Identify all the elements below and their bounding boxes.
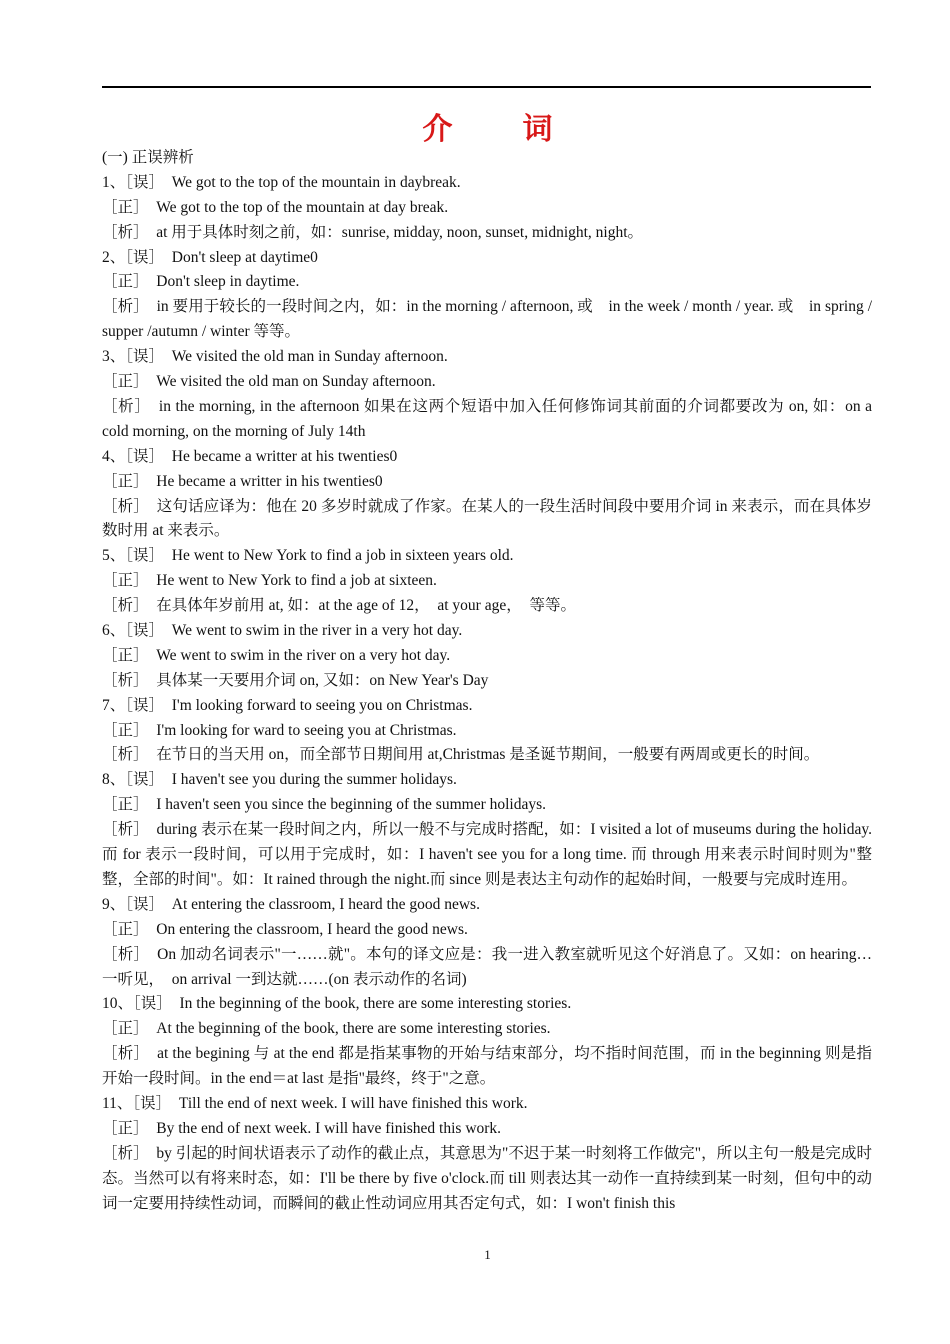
text-line: ［析］ in the morning, in the afternoon 如果在这两个短语中加入任何修饰词其前面的介词都要改为 on, 如：on a cold morning, on the morning of July 14th — [102, 397, 872, 440]
text-line: ［析］ 在节日的当天用 on，而全部节日期间用 at,Christmas 是圣诞节期间，一般要有两周或更长的时间。 — [102, 746, 820, 764]
page-title — [0, 104, 950, 148]
page-number: 1 — [484, 1247, 491, 1262]
text-line: 2、［误］ Don't sleep at daytime0 — [102, 248, 318, 266]
text-line: ［析］ in 要用于较长的一段时间之内，如：in the morning / afternoon, 或 in the week / month / year. 或 in spring / supper /autumn / winter 等等。 — [102, 298, 872, 341]
text-line: ［析］ at the begining 与 at the end 都是指某事物的开始与结束部分，均不指时间范围，而 in the beginning 则是指开始一段时间。in the end＝at last 是指"最终，终于"之意。 — [102, 1045, 872, 1088]
text-line: 10、［误］ In the beginning of the book, there are some interesting stories. — [102, 995, 572, 1013]
text-line: 7、［误］ I'm looking forward to seeing you on Christmas. — [102, 696, 473, 714]
text-line: 5、［误］ He went to New York to find a job in sixteen years old. — [102, 547, 514, 565]
text-line: ［析］ during 表示在某一段时间之内，所以一般不与完成时搭配，如：I visited a lot of museums during the holiday. 而 for 表示一段时间，可以用于完成时，如：I haven't see you for a long time. 而 through 用来表示时间时则为"整整，全部的时间"。如：It rained through the night.而 since 则是表达主句动作的起始时间，一般要与完成时连用。 — [102, 821, 872, 888]
text-line: ［正］ We went to swim in the river on a very hot day. — [102, 646, 451, 664]
text-line: ［正］ Don't sleep in daytime. — [102, 273, 300, 291]
exercise-list — [102, 171, 872, 1217]
text-line: ［正］ We got to the top of the mountain at day break. — [102, 198, 449, 216]
text-line: ［正］ We visited the old man on Sunday afternoon. — [102, 373, 436, 391]
document-body — [102, 146, 872, 1217]
text-line: ［正］ I haven't seen you since the beginning of the summer holidays. — [102, 796, 547, 814]
text-line: ［析］ by 引起的时间状语表示了动作的截止点，其意思为"不迟于某一时刻将工作做完"，所以主句一般是完成时态。当然可以有将来时态，如：I'll be there by five o'clock.而 till 则表达其一动作一直持续到某一时刻，但句中的动词一定要用持续性动词，而瞬间的截止性动词应用其否定句式，如：I won't finish this — [102, 1144, 872, 1212]
text-line: ［正］ On entering the classroom, I heard the good news. — [102, 920, 468, 938]
text-line: 4、［误］ He became a writter at his twenties0 — [102, 447, 398, 465]
text-line: 9、［误］ At entering the classroom, I heard the good news. — [102, 895, 480, 913]
text-line: 1、［误］ We got to the top of the mountain in daybreak. — [102, 173, 461, 191]
text-line: ［正］ He went to New York to find a job at sixteen. — [102, 572, 437, 590]
text-line: 8、［误］ I haven't see you during the summer holidays. — [102, 771, 457, 789]
text-line: ［析］ 这句话应译为：他在 20 多岁时就成了作家。在某人的一段生活时间段中要用介词 in 来表示，而在具体岁数时用 at 来表示。 — [102, 497, 872, 540]
text-line: 6、［误］ We went to swim in the river in a very hot day. — [102, 622, 463, 640]
text-line: 3、［误］ We visited the old man in Sunday afternoon. — [102, 348, 448, 366]
text-line: ［析］ 在具体年岁前用 at, 如：at the age of 12， at your age， 等等。 — [102, 597, 576, 615]
text-line: ［正］ By the end of next week. I will have finished this work. — [102, 1119, 502, 1137]
section-heading: (一) 正误辨析 — [102, 149, 194, 166]
text-line: ［析］ at 用于具体时刻之前，如：sunrise, midday, noon, sunset, midnight, night。 — [102, 223, 644, 241]
text-line: ［析］ On 加动名词表示"一……就"。本句的译文应是：我一进入教室就听见这个好消息了。又如：on hearing… 一听见， on arrival 一到达就……(on 表示动作的名词) — [102, 945, 872, 988]
text-line: ［正］ He became a writter in his twenties0 — [102, 472, 383, 490]
title-char-2: 词 — [522, 112, 553, 147]
text-line: ［正］ I'm looking for ward to seeing you at Christmas. — [102, 721, 457, 739]
text-line: ［正］ At the beginning of the book, there are some interesting stories. — [102, 1020, 551, 1038]
header-rule — [102, 86, 871, 88]
text-line: ［析］ 具体某一天要用介词 on, 又如：on New Year's Day — [102, 671, 489, 689]
text-line: 11、［误］ Till the end of next week. I will have finished this work. — [102, 1095, 528, 1113]
title-char-1: 介 — [422, 112, 453, 147]
